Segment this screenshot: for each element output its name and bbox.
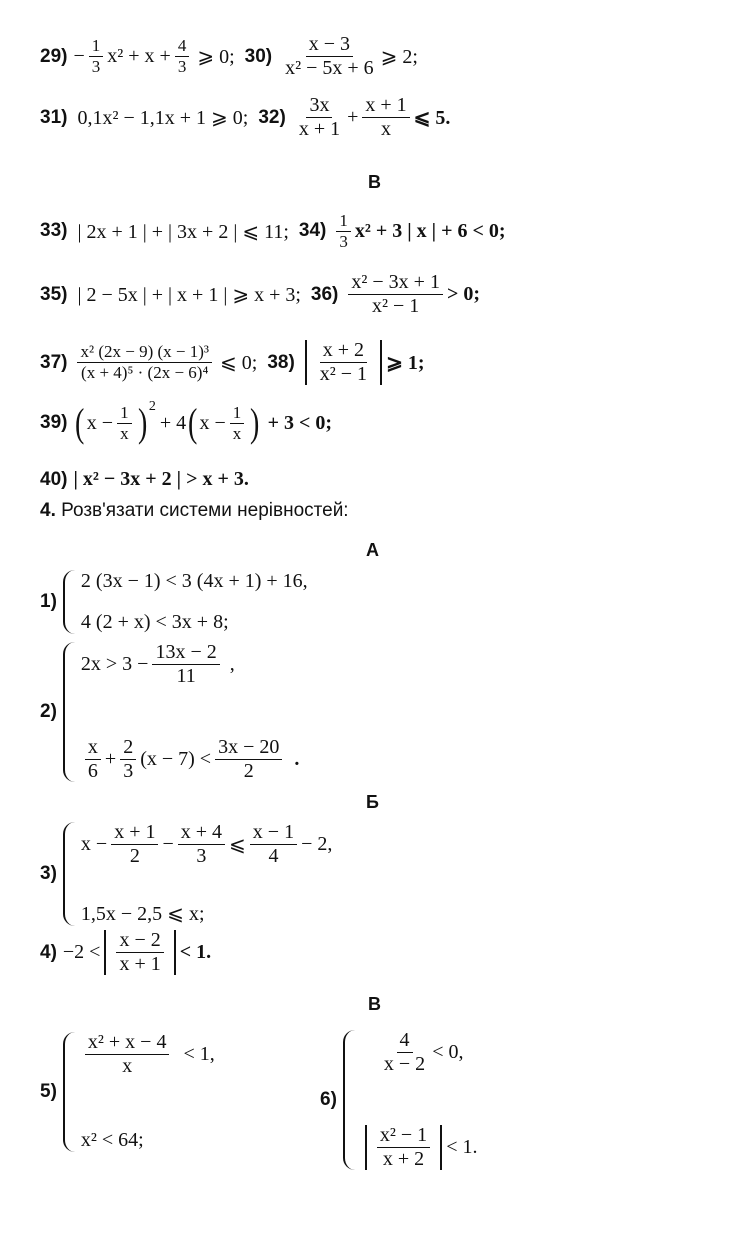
problem-number: 37): [40, 351, 68, 373]
problems-31-32: [40, 95, 450, 140]
expr: ⩽ 0;: [219, 352, 258, 374]
fraction: $\frac{2}{3}$: [120, 737, 136, 782]
expr: ⩽ 5.: [413, 107, 451, 129]
fraction: $\frac{1}{x}$: [117, 404, 132, 443]
fraction: $\frac{\text{x² − 1}}{x + 2}$: [377, 1125, 430, 1170]
problem-number: 1): [40, 591, 57, 612]
system-brace: [63, 642, 75, 782]
system-row: 2x > 3 − $\frac{13x - 2}{11}$ ,: [80, 641, 235, 687]
system-brace: [63, 822, 75, 926]
problems-37-38: [40, 340, 424, 385]
problem-number: 5): [40, 1081, 57, 1102]
paren: (: [188, 400, 198, 445]
expr: x −: [86, 411, 114, 434]
problem-number: 30): [244, 45, 273, 67]
fraction: $\frac{4}{3}$: [175, 37, 190, 76]
expr: x² + 3 | x | + 6 < 0;: [354, 219, 506, 242]
expr: ⩾ 2;: [380, 46, 418, 68]
expr: −2 <: [62, 941, 101, 963]
problem-number: 29): [40, 45, 68, 67]
expr: > 0;: [446, 283, 481, 305]
expr: ⩾ 0;: [197, 46, 235, 68]
problems-35-36: [40, 272, 480, 317]
expr: < 1.: [179, 941, 212, 963]
problem-number: 4): [40, 941, 57, 963]
system-row: 4 (2 + x) < 3x + 8;: [80, 611, 229, 633]
system-row: x − $\frac{x + 1}{2}$ − $\frac{x + 4}{3}$ ⩽ $\frac{x - 1}{4}$ − 2,: [80, 821, 333, 867]
fraction: $\frac{\text{x² (2x − 9) (x − 1)³}}{\text{(x + 4)⁵ · (2x − 6)⁴}}$: [77, 343, 212, 382]
fraction: $\frac{x - 1}{4}$: [250, 822, 297, 867]
problems-33-34: [40, 212, 506, 251]
level-label-a: А: [366, 540, 379, 560]
fraction: $\frac{x - 3}{\text{x² − 5x + 6}}$: [285, 33, 374, 79]
problem-number: 33): [40, 220, 68, 242]
task-heading: [40, 500, 349, 522]
system-row: $\frac{\text{x² − 1}}{x + 2}$ < 1.: [361, 1125, 478, 1170]
system-brace: [63, 570, 75, 634]
problem-number: 38): [267, 351, 295, 373]
system-brace: [63, 1032, 75, 1152]
exponent: 2: [148, 399, 156, 414]
level-label-b: Б: [366, 792, 379, 812]
task-number: 4.: [40, 500, 56, 521]
problem-number: 40): [40, 468, 68, 490]
level-label-v: В: [368, 172, 381, 192]
fraction: $\frac{\text{x² − 3x + 1}}{\text{x² − 1}}$: [348, 272, 443, 317]
problems-29-30: [40, 34, 418, 79]
problem-number: 2): [40, 701, 57, 722]
fraction: $\frac{3x}{x + 1}$: [298, 94, 341, 140]
system-row: $\frac{x}{6}$ + $\frac{2}{3}$ (x − 7) < $\frac{3x - 20}{2}$ .: [81, 737, 299, 782]
absolute-value: [365, 1125, 442, 1170]
problem-number: 3): [40, 863, 57, 884]
fraction: $\frac{x + 4}{3}$: [178, 822, 225, 867]
system-3: [40, 822, 332, 926]
fraction: $\frac{13x - 2}{11}$: [152, 642, 219, 687]
expr: | 2 − 5x | + | x + 1 | ⩾ x + 3;: [77, 284, 301, 306]
fraction: $\frac{4}{x - 2}$: [383, 1029, 426, 1075]
problem-number: 39): [40, 412, 68, 433]
expr: x −: [199, 411, 226, 434]
problem-number: 31): [40, 106, 68, 128]
fraction: $\frac{x + 1}{x}$: [362, 95, 409, 140]
problem-4: [40, 930, 211, 975]
expr: +: [347, 106, 359, 128]
system-row: $\frac{4}{x - 2}$ < 0,: [361, 1030, 478, 1075]
problem-number: 34): [298, 220, 327, 242]
problem-number: 6): [320, 1089, 337, 1110]
system-5: [40, 1032, 215, 1152]
fraction: $\frac{x + 1}{2}$: [111, 822, 158, 867]
system-row: x² < 64;: [80, 1129, 144, 1151]
system-1: [40, 570, 308, 634]
level-label-v: В: [368, 994, 381, 1014]
task-title: Розв'язати системи нерівностей:: [61, 500, 349, 521]
system-row: $\frac{\text{x² + x − 4}}{x}$ < 1,: [81, 1032, 215, 1077]
expr: ⩾ 1;: [386, 352, 425, 374]
system-2: [40, 642, 299, 782]
expr: x² + x +: [107, 45, 171, 67]
expr: −: [73, 45, 85, 67]
system-brace: [343, 1030, 355, 1170]
absolute-value: [305, 340, 382, 385]
paren: ): [250, 400, 260, 445]
problem-number: 36): [310, 283, 339, 305]
expr: + 3 < 0;: [267, 411, 333, 434]
fraction: $\frac{3x - 20}{2}$: [215, 737, 282, 782]
problem-number: 32): [258, 106, 286, 128]
expr: + 4: [159, 411, 187, 434]
fraction: $\frac{\text{x² + x − 4}}{x}$: [85, 1032, 170, 1077]
system-6: [320, 1030, 477, 1170]
problem-40: [40, 468, 249, 491]
fraction: $\frac{x}{6}$: [85, 737, 101, 782]
problem-39: [40, 399, 333, 445]
absolute-value: [104, 930, 175, 975]
problem-number: 35): [40, 283, 68, 305]
fraction: $\frac{1}{x}$: [230, 404, 245, 443]
expr: 0,1x² − 1,1x + 1 ⩾ 0;: [77, 107, 249, 129]
fraction: $\frac{x + 2}{\text{x² − 1}}$: [319, 339, 368, 385]
fraction: $\frac{x - 2}{x + 1}$: [116, 930, 163, 975]
system-row: 1,5x − 2,5 ⩽ x;: [80, 903, 205, 925]
expr: | 2x + 1 | + | 3x + 2 | ⩽ 11;: [77, 220, 289, 243]
fraction: $\frac{1}{3}$: [336, 212, 351, 251]
paren: (: [75, 400, 85, 445]
expr: | x² − 3x + 2 | > x + 3.: [73, 468, 249, 490]
system-row: 2 (3x − 1) < 3 (4x + 1) + 16,: [80, 570, 308, 592]
fraction: $\frac{1}{3}$: [89, 37, 104, 76]
paren: ): [137, 400, 147, 445]
